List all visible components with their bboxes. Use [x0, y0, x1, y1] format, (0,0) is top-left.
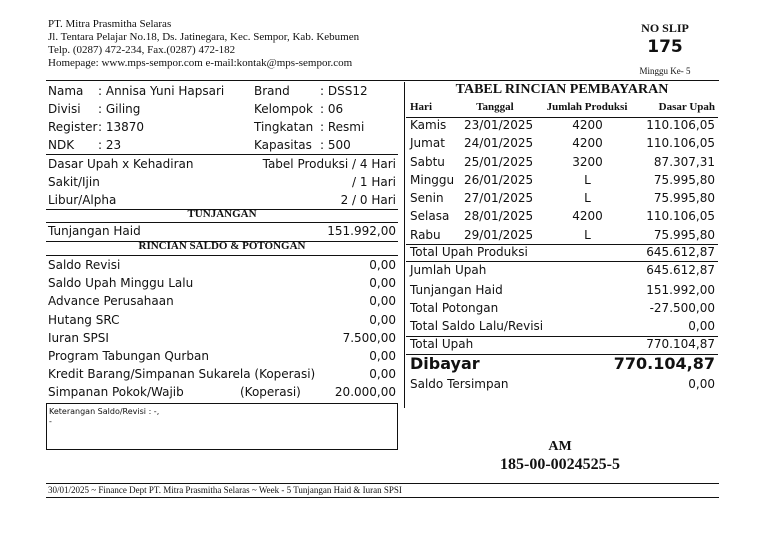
line-label: Hutang SRC	[48, 312, 120, 327]
line-value: 7.500,00	[342, 330, 396, 345]
field-label: Brand	[254, 84, 290, 98]
table-row	[410, 209, 718, 227]
field-value: : DSS12	[320, 84, 368, 98]
tabel-title: TABEL RINCIAN PEMBAYARAN	[455, 82, 669, 97]
cell-tanggal: 23/01/2025	[464, 118, 534, 132]
cell-hari: Jumat	[410, 136, 445, 151]
cell-produksi: 4200	[572, 136, 603, 151]
saldo-title: RINCIAN SALDO & POTONGAN	[138, 240, 306, 252]
summary-row	[410, 337, 715, 355]
field-value: : 13870	[98, 120, 145, 134]
table-row	[410, 118, 718, 136]
summary-value: 0,00	[688, 319, 715, 333]
line-item	[48, 329, 396, 347]
tunjangan-title: TUNJANGAN	[187, 208, 257, 220]
line-value: 0,00	[369, 367, 396, 382]
company-address: Jl. Tentara Pelajar No.18, Ds. Jatinegara, Kec. Sempor, Kab. Kebumen	[48, 31, 360, 43]
cell-hari: Kamis	[410, 118, 447, 132]
line-value: 2 / 0 Hari	[340, 193, 396, 207]
line-label: Advance Perusahaan	[48, 294, 174, 309]
line-value: 0,00	[369, 276, 396, 291]
table-row	[410, 155, 718, 173]
line-label: Saldo Revisi	[48, 258, 121, 272]
cell-tanggal: 26/01/2025	[464, 172, 534, 187]
cell-tanggal: 27/01/2025	[464, 191, 534, 206]
table-row	[410, 173, 718, 191]
header-produksi: Jumlah Produksi	[546, 101, 628, 113]
company-web: Homepage: www.mps-sempor.com e-mail:kontak@mps-sempor.com	[48, 57, 353, 69]
summary-row	[410, 263, 715, 281]
cell-tanggal: 28/01/2025	[464, 209, 534, 224]
line-item	[48, 173, 396, 191]
cell-upah: 87.307,31	[653, 154, 715, 169]
field-label: Kelompok	[254, 102, 313, 116]
field-label: Tingkatan	[254, 120, 314, 134]
table-row	[410, 191, 718, 209]
company-phone: Telp. (0287) 472-234, Fax.(0287) 472-182	[48, 44, 236, 56]
cell-produksi: 4200	[572, 118, 603, 132]
cell-hari: Rabu	[410, 227, 441, 242]
line-value: 0,00	[369, 348, 396, 363]
summary-value: 770.104,87	[646, 337, 715, 351]
summary-row	[410, 301, 715, 319]
tersimpan-label: Saldo Tersimpan	[410, 377, 509, 391]
tersimpan-value: 0,00	[688, 377, 715, 391]
slip-week: Minggu Ke- 5	[639, 66, 691, 76]
field-value: : 06	[320, 102, 344, 116]
line-label: Libur/Alpha	[48, 193, 117, 207]
table-row	[410, 136, 718, 154]
account-initials: AM	[548, 439, 572, 454]
attendance-block	[48, 155, 396, 209]
slip-number: 175	[647, 37, 683, 57]
cell-tanggal: 25/01/2025	[464, 154, 534, 169]
line-note: (Koperasi)	[240, 385, 301, 400]
line-value: 0,00	[369, 294, 396, 309]
account-number: 185-00-0024525-5	[500, 456, 620, 473]
cell-hari: Senin	[410, 191, 444, 206]
field-value: : Resmi	[320, 120, 365, 134]
tabel-body	[410, 118, 718, 246]
field-value: : Annisa Yuni Hapsari	[98, 84, 225, 98]
line-label: Program Tabungan Qurban	[48, 348, 209, 363]
footer-rule	[46, 483, 719, 484]
line-item	[48, 155, 396, 173]
field-label: NDK	[48, 138, 75, 152]
cell-upah: 75.995,80	[653, 227, 715, 242]
cell-produksi: L	[584, 191, 591, 206]
keterangan-box	[46, 403, 398, 450]
line-item	[48, 311, 396, 329]
line-value: / 1 Hari	[352, 175, 396, 189]
summary-rule	[406, 261, 718, 262]
cell-upah: 110.106,05	[646, 118, 715, 132]
line-label: Dasar Upah x Kehadiran	[48, 157, 194, 171]
line-item	[48, 347, 396, 365]
column-separator	[404, 82, 405, 408]
line-label: Iuran SPSI	[48, 330, 109, 345]
line-item	[48, 191, 396, 209]
line-item	[48, 383, 396, 401]
summary-label: Total Upah	[410, 337, 474, 351]
summary-value: 645.612,87	[646, 263, 715, 277]
saldo-block	[48, 256, 396, 402]
line-item	[48, 365, 396, 383]
footer-text: 30/01/2025 ~ Finance Dept PT. Mitra Prasmitha Selaras ~ Week - 5 Tunjangan Haid & Iuran SPSI	[48, 485, 402, 495]
summary-row	[410, 283, 715, 301]
header-rule	[46, 80, 719, 81]
line-value: Tabel Produksi / 4 Hari	[262, 157, 396, 171]
field-label: Divisi	[48, 102, 81, 116]
summary-rule	[406, 244, 718, 245]
employee-row	[48, 82, 398, 100]
cell-hari: Sabtu	[410, 154, 445, 169]
company-name: PT. Mitra Prasmitha Selaras	[48, 18, 172, 30]
keterangan-line1: Keterangan Saldo/Revisi : -,	[49, 407, 160, 416]
keterangan-line2: -	[49, 417, 52, 426]
cell-tanggal: 29/01/2025	[464, 227, 534, 242]
cell-upah: 75.995,80	[653, 191, 715, 206]
dibayar-value: 770.104,87	[613, 354, 715, 373]
footer-rule-bottom	[46, 497, 719, 498]
cell-hari: Minggu	[410, 172, 455, 187]
summary-label: Total Upah Produksi	[410, 245, 528, 259]
cell-upah: 110.106,05	[646, 136, 715, 151]
line-value: 0,00	[369, 312, 396, 327]
cell-produksi: L	[584, 227, 591, 242]
line-item	[48, 256, 396, 274]
cell-upah: 110.106,05	[646, 209, 715, 224]
line-value: 20.000,00	[334, 385, 396, 400]
line-item	[48, 223, 396, 240]
tunjangan-block	[48, 223, 396, 240]
cell-produksi: 4200	[572, 209, 603, 224]
cell-hari: Selasa	[410, 209, 450, 224]
field-value: : 500	[320, 138, 351, 152]
line-item	[48, 292, 396, 310]
field-label: Register	[48, 120, 98, 134]
dibayar-label: Dibayar	[410, 354, 480, 373]
summary-value: 151.992,00	[646, 283, 715, 297]
line-label: Saldo Upah Minggu Lalu	[48, 276, 194, 291]
field-label: Kapasitas	[254, 138, 312, 152]
employee-row	[48, 118, 398, 136]
cell-tanggal: 24/01/2025	[464, 136, 534, 151]
employee-row	[48, 100, 398, 118]
cell-produksi: 3200	[572, 154, 603, 169]
line-label: Sakit/Ijin	[48, 175, 100, 189]
line-item	[48, 274, 396, 292]
slip-label: NO SLIP	[641, 21, 689, 35]
employee-info	[48, 82, 398, 154]
summary-row	[410, 319, 715, 337]
cell-upah: 75.995,80	[653, 172, 715, 187]
line-label: Tunjangan Haid	[48, 224, 141, 238]
field-label: Nama	[48, 84, 84, 98]
line-label: Kredit Barang/Simpanan Sukarela (Koperasi)	[48, 367, 316, 382]
header-tanggal: Tanggal	[476, 101, 514, 113]
line-label: Simpanan Pokok/Wajib	[48, 385, 184, 400]
header-hari: Hari	[410, 101, 432, 113]
header-upah: Dasar Upah	[658, 101, 715, 113]
field-value: : 23	[98, 138, 122, 152]
summary-label: Total Saldo Lalu/Revisi	[410, 319, 544, 333]
line-value: 0,00	[369, 258, 396, 272]
summary-value: 645.612,87	[646, 245, 715, 259]
employee-row	[48, 136, 398, 154]
company-header	[48, 18, 359, 70]
summary-label: Tunjangan Haid	[410, 283, 503, 297]
line-value: 151.992,00	[327, 224, 396, 238]
summary-label: Total Potongan	[410, 301, 499, 315]
cell-produksi: L	[584, 172, 591, 187]
field-value: : Giling	[98, 102, 141, 116]
summary-label: Jumlah Upah	[410, 263, 487, 277]
summary-rule	[406, 336, 718, 337]
summary-value: -27.500,00	[649, 301, 715, 315]
